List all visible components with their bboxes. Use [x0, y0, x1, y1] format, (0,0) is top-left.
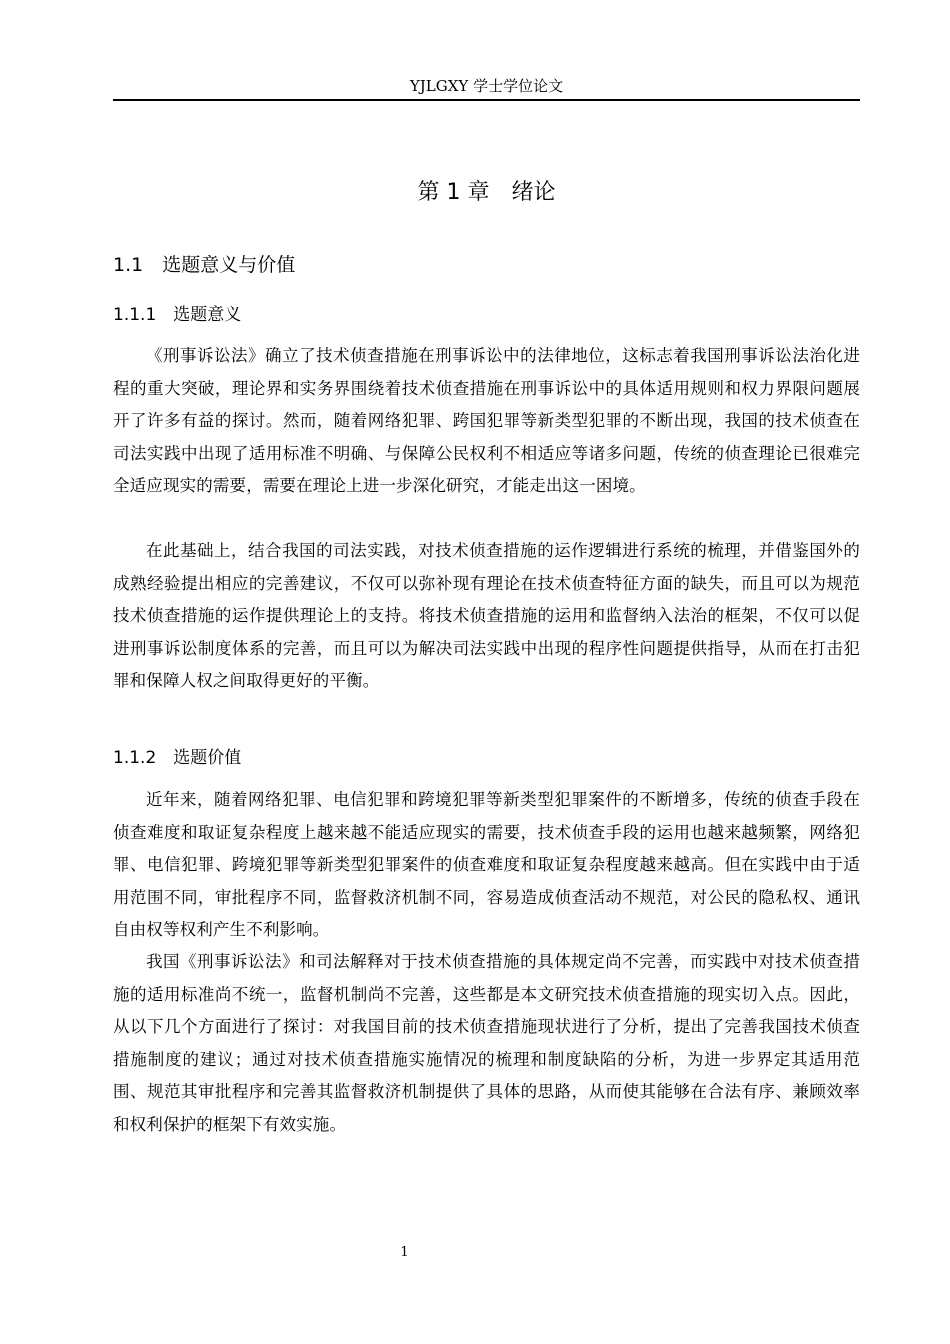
paragraph: 我国《刑事诉讼法》和司法解释对于技术侦查措施的具体规定尚不完善，而实践中对技术侦查措施的适用标准尚不统一，监督机制尚不完善，这些都是本文研究技术侦查措施的现实切入点。因此，从以下几个方面进行了探讨：对我国目前的技术侦查措施现状进行了分析，提出了完善我国技术侦查措施制度的建议；通过对技术侦查措施实施情况的梳理和制度缺陷的分析，为进一步界定其适用范围、规范其审批程序和完善其监督救济机制提供了具体的思路，从而使其能够在合法有序、兼顾效率和权利保护的框架下有效实施。 — [113, 952, 860, 1134]
running-header: YJLGXY 学士学位论文 — [409, 77, 564, 95]
page-number: 1 — [400, 1245, 409, 1260]
chapter-title: 第 1 章 绪论 — [417, 180, 556, 205]
paragraph: 在此基础上，结合我国的司法实践，对技术侦查措施的运作逻辑进行系统的梳理，并借鉴国外的成熟经验提出相应的完善建议，不仅可以弥补现有理论在技术侦查特征方面的缺失，而且可以为规范技术侦查措施的运作提供理论上的支持。将技术侦查措施的运用和监督纳入法治的框架，不仅可以促进刑事诉讼制度体系的完善，而且可以为解决司法实践中出现的程序性问题提供指导，从而在打击犯罪和保障人权之间取得更好的平衡。 — [113, 541, 860, 690]
paragraph: 《刑事诉讼法》确立了技术侦查措施在刑事诉讼中的法律地位，这标志着我国刑事诉讼法治化进程的重大突破，理论界和实务界围绕着技术侦查措施在刑事诉讼中的具体适用规则和权力界限问题展开了许多有益的探讨。然而，随着网络犯罪、跨国犯罪等新类型犯罪的不断出现，我国的技术侦查在司法实践中出现了适用标准不明确、与保障公民权利不相适应等诸多问题，传统的侦查理论已很难完全适应现实的需要，需要在理论上进一步深化研究，才能走出这一困境。 — [113, 346, 860, 495]
header-rule — [113, 99, 860, 101]
section-heading-1-1: 1.1 选题意义与价值 — [113, 254, 296, 276]
subsection-heading-1-1-1: 1.1.1 选题意义 — [113, 305, 242, 325]
paragraph: 近年来，随着网络犯罪、电信犯罪和跨境犯罪等新类型犯罪案件的不断增多，传统的侦查手段在侦查难度和取证复杂程度上越来越不能适应现实的需要，技术侦查手段的运用也越来越频繁，网络犯罪、电信犯罪、跨境犯罪等新类型犯罪案件的侦查难度和取证复杂程度越来越高。但在实践中由于适用范围不同，审批程序不同，监督救济机制不同，容易造成侦查活动不规范，对公民的隐私权、通讯自由权等权利产生不利影响。 — [113, 790, 860, 939]
subsection-heading-1-1-2: 1.1.2 选题价值 — [113, 748, 242, 768]
